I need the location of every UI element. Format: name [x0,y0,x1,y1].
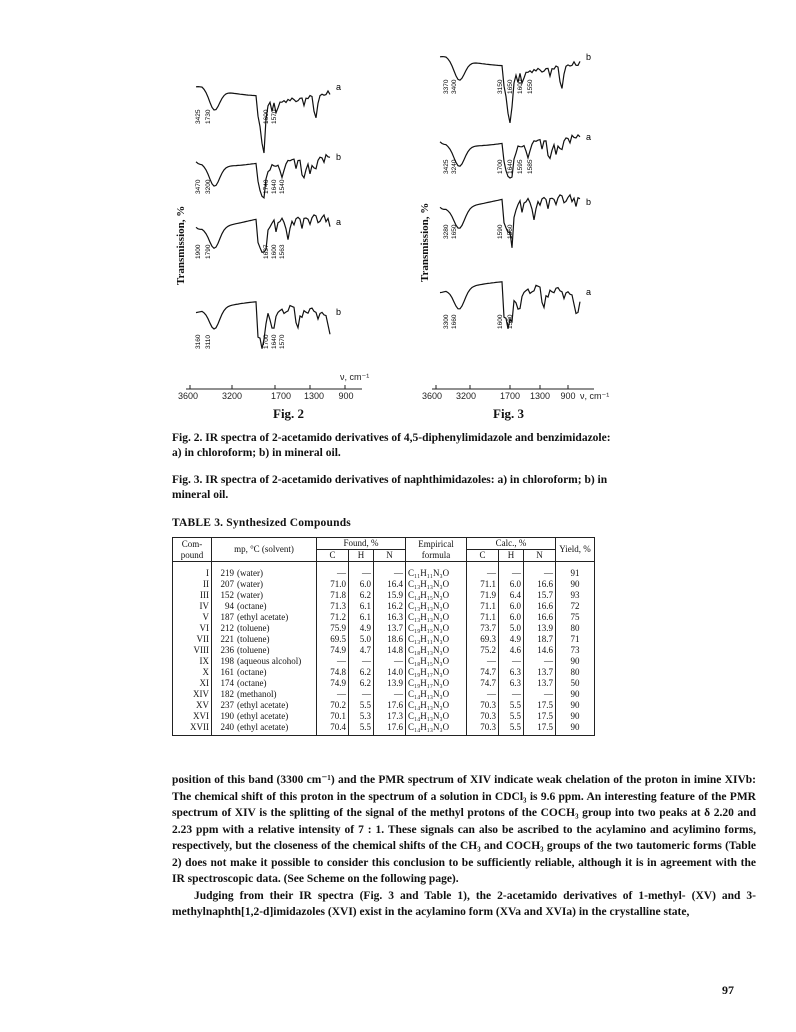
mp-solvent: (water) [237,590,263,600]
fig2-caption: Fig. 2. IR spectra of 2-acetamido derivatives of 4,5-diphenylimidazole and benzimidazole: a) in chloroform; b) in mineral oil. [172,432,611,459]
mp-value: 94 [225,601,234,611]
table-cell: XIV [173,689,212,700]
table-cell: 90 [556,711,595,722]
band-label: 1650 [451,224,458,239]
band-label: 1637 [263,244,270,259]
fig3-xtick: 900 [560,391,576,401]
table-cell: XV [173,700,212,711]
mp-value: 237 [220,700,234,710]
band-label: 1595 [517,159,524,174]
table-cell: — [317,656,349,667]
table-cell: 4.9 [348,623,373,634]
table-cell: 71.0 [317,579,349,590]
table-cell: V [173,612,212,623]
table-cell: 50 [556,678,595,689]
mp-solvent: (aqueous alcohol) [237,656,302,666]
band-label: 1600 [517,79,524,94]
table-cell: C₁₉H₁₇N₃O [405,678,466,689]
table-row [173,656,595,667]
mp-cell [212,601,317,612]
band-label: 1580 [507,314,514,329]
table-cell: 80 [556,623,595,634]
col-calc-h: H [498,550,523,562]
trace-id-label: b [586,52,592,62]
table-cell: 74.9 [317,678,349,689]
table-cell: 91 [556,562,595,580]
fig3-spectra [440,52,591,329]
table-cell: 13.7 [523,667,555,678]
table-row [173,601,595,612]
table-cell: 14.8 [374,645,406,656]
mp-solvent: (octane) [237,667,267,677]
band-label: 1540 [279,179,286,194]
table-row [173,667,595,678]
table-cell: XI [173,678,212,689]
mp-cell [212,562,317,580]
table-cell: — [498,689,523,700]
fig2-ylabel: Transmission, % [175,205,187,285]
table-cell: 6.1 [348,601,373,612]
table-cell: 74.8 [317,667,349,678]
table-cell: 90 [556,700,595,711]
table-cell: 6.3 [498,667,523,678]
table-cell: 90 [556,579,595,590]
table-cell: 16.3 [374,612,406,623]
mp-cell [212,667,317,678]
table-cell: 70.3 [466,722,498,736]
fig3-xtick: 1300 [529,391,551,401]
table-cell: C₁₄H₁₅N₃O [405,590,466,601]
table-row [173,678,595,689]
table-cell: 6.3 [498,678,523,689]
table-cell: C₁₁H₁₁N₃O [405,562,466,580]
band-label: 3110 [205,335,212,349]
table-cell: 72 [556,601,595,612]
table-cell: 90 [556,689,595,700]
table-cell: 70.2 [317,700,349,711]
mp-cell [212,700,317,711]
table-row [173,711,595,722]
table-cell: 17.5 [523,722,555,736]
table-cell: 6.1 [348,612,373,623]
fig3-xtick: 1700 [499,391,521,401]
table-cell: C₁₄H₁₃N₃O [405,700,466,711]
table-cell: — [348,656,373,667]
table-cell: 13.7 [374,623,406,634]
table-cell: C₁₈H₁₃N₃O [405,645,466,656]
col-calc-n: N [523,550,555,562]
body-text [172,772,756,921]
table-cell: C₁₈H₁₅N₃O [405,656,466,667]
table-cell: 71.1 [466,579,498,590]
table-cell: 5.5 [348,722,373,736]
table-cell: 74.9 [317,645,349,656]
table-cell: 16.6 [523,612,555,623]
mp-cell [212,656,317,667]
col-yield: Yield, % [556,538,595,562]
table-cell: VI [173,623,212,634]
table-cell: 4.9 [498,634,523,645]
band-label: 3400 [451,79,458,94]
mp-value: 240 [220,722,234,732]
mp-solvent: (water) [237,568,263,578]
trace-id-label: a [336,82,342,92]
table-row [173,700,595,711]
band-label: 1570 [271,109,278,124]
table-cell: C₁₃H₁₃N₃O [405,601,466,612]
table-cell: 70.3 [466,700,498,711]
table-cell: 80 [556,667,595,678]
table-cell: 71.1 [466,601,498,612]
table-cell: 16.4 [374,579,406,590]
mp-value: 152 [220,590,234,600]
mp-cell [212,711,317,722]
table-cell: C₁₄H₁₃N₃O [405,689,466,700]
table-cell: 14.6 [523,645,555,656]
fig2-xtick: 900 [338,391,354,401]
table-cell: 71.1 [466,612,498,623]
table-cell: 18.7 [523,634,555,645]
table-cell: XVI [173,711,212,722]
mp-solvent: (octane) [237,601,267,611]
table-cell: 17.5 [523,700,555,711]
mp-value: 219 [220,568,234,578]
table-cell: 5.5 [498,711,523,722]
mp-cell [212,623,317,634]
band-label: 3425 [195,109,202,124]
table-cell: 70.4 [317,722,349,736]
table-row [173,623,595,634]
table-cell: 5.5 [498,700,523,711]
table-title: TABLE 3. Synthesized Compounds [172,517,351,529]
table-cell: II [173,579,212,590]
table-cell: X [173,667,212,678]
table-cell: C₁₃H₁₁N₃O [405,634,466,645]
table-cell: 14.0 [374,667,406,678]
table-cell: VII [173,634,212,645]
trace-id-label: b [336,307,342,317]
page-number: 97 [722,983,734,997]
mp-cell [212,590,317,601]
table-cell: 18.6 [374,634,406,645]
fig3-label: Fig. 3 [493,406,525,421]
mp-solvent: (ethyl acetate) [237,700,289,710]
table-cell: 15.7 [523,590,555,601]
band-label: 1640 [271,179,278,194]
table-cell: 6.0 [498,601,523,612]
mp-solvent: (ethyl acetate) [237,711,289,721]
table-cell: — [374,562,406,580]
mp-cell [212,722,317,736]
mp-cell [212,689,317,700]
band-label: 1790 [205,244,212,259]
band-label: 3470 [195,179,202,194]
table-cell: 70.3 [466,711,498,722]
table-cell: — [348,689,373,700]
table-cell: 69.3 [466,634,498,645]
mp-value: 174 [220,678,234,688]
mp-cell [212,579,317,590]
table-row [173,562,595,580]
table-cell: 5.5 [348,700,373,711]
table-cell: 75.2 [466,645,498,656]
table-cell: — [317,689,349,700]
table-cell: 71.8 [317,590,349,601]
band-label: 3370 [443,79,450,94]
fig3-ylabel: Transmission, % [419,202,431,282]
band-label: 1550 [527,79,534,94]
table-row [173,722,595,736]
table-cell: IV [173,601,212,612]
mp-value: 198 [220,656,234,666]
col-found-c: C [317,550,349,562]
table-cell: — [466,656,498,667]
band-label: 3200 [205,179,212,194]
table-cell: 90 [556,722,595,736]
band-label: 1590 [497,224,504,239]
table-row [173,645,595,656]
table-cell: 6.2 [348,678,373,689]
mp-cell [212,645,317,656]
mp-solvent: (toluene) [237,645,270,655]
table-cell: 6.0 [498,612,523,623]
table-cell: 73.7 [466,623,498,634]
band-label: 1730 [205,109,212,124]
table-cell: 17.6 [374,700,406,711]
mp-value: 182 [220,689,234,699]
trace-id-label: a [586,132,592,142]
col-empirical: Empirical formula [405,538,466,562]
table-cell: 70.1 [317,711,349,722]
fig2-spectra [195,82,341,349]
table-cell: — [374,689,406,700]
table-cell: 74.7 [466,678,498,689]
mp-solvent: (toluene) [237,634,270,644]
table-cell: C₁₄H₁₃N₃O [405,711,466,722]
mp-cell [212,634,317,645]
table-cell: — [466,689,498,700]
band-label: 1700 [497,159,504,174]
mp-value: 187 [220,612,234,622]
band-label: 3150 [497,79,504,94]
table-cell: — [317,562,349,580]
col-found: Found, % [317,538,406,550]
fig2-xtick: 3600 [177,391,199,401]
table-row [173,590,595,601]
band-label: 1640 [271,334,278,349]
band-label: 3300 [443,314,450,329]
mp-value: 236 [220,645,234,655]
band-label: 3240 [451,159,458,174]
band-label: 1650 [507,79,514,94]
table-row [173,579,595,590]
table-cell: — [498,656,523,667]
col-compound: Com-pound [173,538,212,562]
table-cell: — [498,562,523,580]
band-label: 3425 [443,159,450,174]
fig3-caption: Fig. 3. IR spectra of 2-acetamido derivatives of naphthimidazoles: a) in chloroform; b) in mineral oil. [172,474,608,501]
table-cell: 71.2 [317,612,349,623]
mp-cell [212,612,317,623]
table-cell: 5.0 [498,623,523,634]
table-cell: — [466,562,498,580]
table-cell: IX [173,656,212,667]
table-cell: I [173,562,212,580]
table-cell: 16.6 [523,579,555,590]
band-label: 1900 [195,244,202,259]
table-cell: — [523,689,555,700]
table-row [173,689,595,700]
paragraph-2: Judging from their IR spectra (Fig. 3 and Table 1), the 2-acetamido derivatives of 1-methyl- (XV) and 3-methylnaphth[1,2-d]imidazoles (XVI) exist in the acylamino form (XVa and XVIa) in the crystalline state, [172,889,756,918]
band-label: 3280 [443,224,450,239]
mp-solvent: (ethyl acetate) [237,612,289,622]
table-cell: 17.3 [374,711,406,722]
mp-solvent: (water) [237,579,263,589]
col-mp: mp, °C (solvent) [212,538,317,562]
fig3-xtick: 3200 [455,391,477,401]
table-cell: 5.0 [348,634,373,645]
table-cell: 93 [556,590,595,601]
paragraph-1: position of this band (3300 cm⁻¹) and the PMR spectrum of XIV indicate weak chelation of the proton in imine XIVb: The chemical shift of this proton in the spectrum of a solution in CDCl₃ is 9.6 ppm. An interesting feature of the PMR spectrum of XIV is the splitting of the signal of the methyl protons of the COCH₃ group into two peaks at δ 2.20 and 2.23 ppm with a relative intensity of 7 : 1. These signals can also be ascribed to the acylamino and acylimino forms, respectively, but the closeness of the chemical shifts of the CH₃ and COCH₃ groups of the two tautomeric forms (Table 2) does not make it possible to consider this conclusion to be sufficiently reliable, although it is in agreement with the IR spectroscopic data. (See Scheme on the following page). [172,774,756,885]
figure-2 [0,0,796,440]
table-cell: C₁₃H₁₃N₃O [405,579,466,590]
fig2-xtick: 1700 [270,391,292,401]
band-label: 1600 [497,314,504,329]
table-cell: 17.5 [523,711,555,722]
table-cell: 4.6 [498,645,523,656]
mp-solvent: (methanol) [237,689,277,699]
table-cell: XVII [173,722,212,736]
band-label: 1600 [271,244,278,259]
band-label: 1740 [263,179,270,194]
table-cell: VIII [173,645,212,656]
table-cell: 16.2 [374,601,406,612]
table-cell: 6.0 [348,579,373,590]
fig2-label: Fig. 2 [273,406,305,421]
fig3-xtick: 3600 [421,391,443,401]
band-label: 1560 [507,224,514,239]
table-cell: 71 [556,634,595,645]
col-found-n: N [374,550,406,562]
mp-value: 190 [220,711,234,721]
fig3-xunit: ν, cm⁻¹ [580,391,610,401]
band-label: 1700 [263,334,270,349]
table-cell: 13.7 [523,678,555,689]
fig2-xtick: 1300 [303,391,325,401]
table-cell: C₁₄H₁₃N₃O [405,722,466,736]
table-cell: 4.7 [348,645,373,656]
fig2-xtick: 3200 [221,391,243,401]
table-cell: III [173,590,212,601]
table-cell: — [348,562,373,580]
fig2-xunit: ν, cm⁻¹ [340,372,370,382]
table-cell: 17.6 [374,722,406,736]
table-cell: 5.3 [348,711,373,722]
table-cell: 13.9 [374,678,406,689]
mp-solvent: (ethyl acetate) [237,722,289,732]
table-cell: 71.3 [317,601,349,612]
mp-solvent: (toluene) [237,623,270,633]
table-cell: 75 [556,612,595,623]
table-cell: 6.2 [348,667,373,678]
band-label: 1640 [507,159,514,174]
table-cell: 73 [556,645,595,656]
table-cell: C₁₉H₁₅N₃O [405,623,466,634]
table-cell: — [523,562,555,580]
mp-value: 221 [220,634,234,644]
mp-value: 212 [220,623,234,633]
band-label: 1570 [279,334,286,349]
trace-id-label: b [336,152,342,162]
compounds-table [172,537,595,736]
mp-value: 161 [220,667,234,677]
table-cell: 71.9 [466,590,498,601]
table-cell: C₁₃H₁₃N₃O [405,612,466,623]
table-cell: — [374,656,406,667]
mp-solvent: (octane) [237,678,267,688]
col-found-h: H [348,550,373,562]
mp-cell [212,678,317,689]
table-row [173,612,595,623]
band-label: 1600 [263,109,270,124]
col-calc: Calc., % [466,538,555,550]
table-cell: 74.7 [466,667,498,678]
band-label: 1660 [451,314,458,329]
table-row [173,634,595,645]
table-cell: 90 [556,656,595,667]
table-cell: 15.9 [374,590,406,601]
trace-id-label: a [586,287,592,297]
trace-id-label: b [586,197,592,207]
table-cell: C₁₉H₁₇N₃O [405,667,466,678]
table-cell: 6.2 [348,590,373,601]
table-cell: 69.5 [317,634,349,645]
mp-value: 207 [220,579,234,589]
table-cell: 6.4 [498,590,523,601]
table-cell: — [523,656,555,667]
table-cell: 5.5 [498,722,523,736]
band-label: 1585 [527,159,534,174]
table-cell: 16.6 [523,601,555,612]
table-cell: 6.0 [498,579,523,590]
table-cell: 75.9 [317,623,349,634]
band-label: 3160 [195,334,202,349]
col-calc-c: C [466,550,498,562]
table-cell: 13.9 [523,623,555,634]
trace-id-label: a [336,217,342,227]
band-label: 1563 [279,244,286,259]
